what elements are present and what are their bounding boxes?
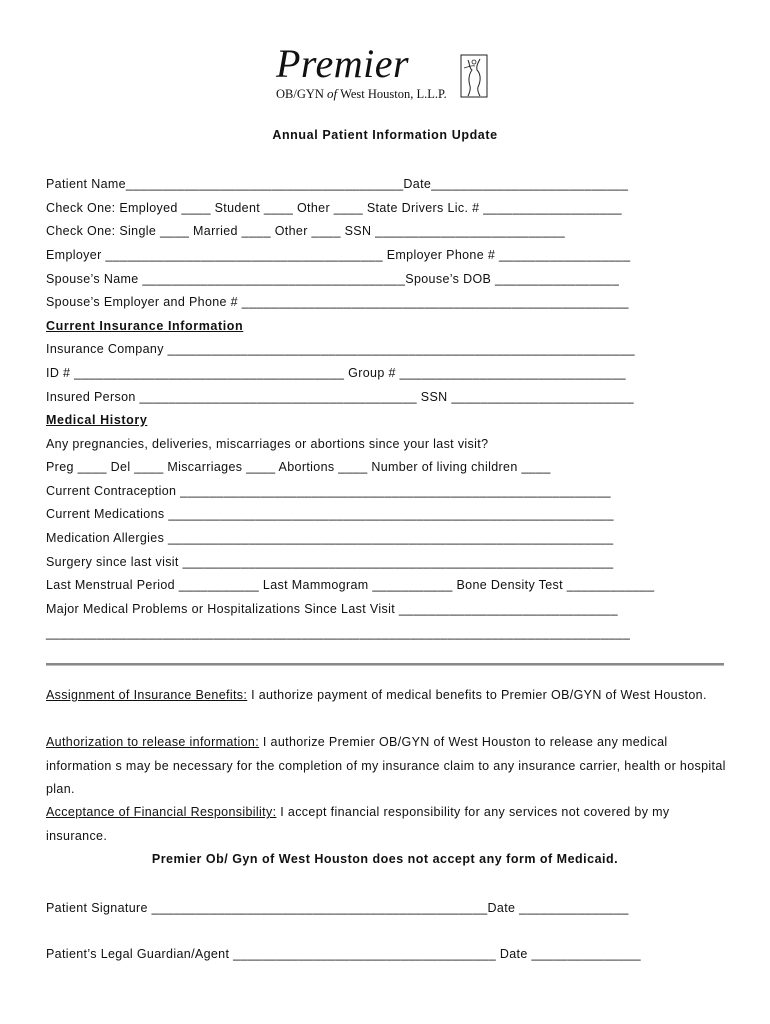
pregnancy-question: Any pregnancies, deliveries, miscarriages or abortions since your last visit?: [46, 437, 489, 451]
insurance-company-line[interactable]: Insurance Company ________________________________________________________________: [46, 342, 635, 356]
medical-history-heading: Medical History: [46, 413, 148, 427]
assignment-text: I authorize payment of medical benefits to Premier OB/GYN of West Houston.: [247, 688, 707, 702]
practice-logo: [276, 41, 496, 104]
logo-subtitle-part-a: OB/GYN: [276, 87, 328, 101]
employer-line[interactable]: Employer ______________________________________ Employer Phone # __________________: [46, 248, 631, 262]
assignment-label: Assignment of Insurance Benefits:: [46, 688, 248, 702]
figure-emblem-icon: [460, 54, 488, 98]
guardian-signature-line[interactable]: Patient’s Legal Guardian/Agent ____________________________________ Date _______________: [46, 947, 641, 961]
insurance-section-heading: Current Insurance Information: [46, 319, 244, 333]
acceptance-paragraph: [46, 801, 726, 848]
spouse-name-line[interactable]: Spouse’s Name ____________________________________Spouse’s DOB _________________: [46, 272, 620, 286]
section-divider: [46, 663, 724, 666]
insured-person-line[interactable]: Insured Person ______________________________________ SSN _________________________: [46, 390, 634, 404]
authorization-text: I authorize Premier OB/GYN of West Houston to release any medical information s may be necessary for the completion of my insurance claim to any insurance carrier, health or hospital plan.: [46, 735, 726, 796]
spouse-employer-line[interactable]: Spouse’s Employer and Phone # _____________________________________________________: [46, 295, 629, 309]
medications-line[interactable]: Current Medications _____________________________________________________________: [46, 507, 614, 521]
authorization-label: Authorization to release information:: [46, 735, 260, 749]
employment-status-line[interactable]: Check One: Employed ____ Student ____ Other ____ State Drivers Lic. # ___________________: [46, 201, 622, 215]
id-group-line[interactable]: ID # _____________________________________ Group # _______________________________: [46, 366, 626, 380]
allergies-line[interactable]: Medication Allergies _____________________________________________________________: [46, 531, 614, 545]
major-problems-line[interactable]: Major Medical Problems or Hospitalizations Since Last Visit ______________________________: [46, 602, 618, 616]
medicaid-notice: Premier Ob/ Gyn of West Houston does not accept any form of Medicaid.: [151, 852, 619, 866]
marital-status-line[interactable]: Check One: Single ____ Married ____ Other ____ SSN __________________________: [46, 224, 565, 238]
surgery-line[interactable]: Surgery since last visit ___________________________________________________________: [46, 555, 614, 569]
authorization-paragraph: [46, 731, 726, 802]
acceptance-label: Acceptance of Financial Responsibility:: [46, 805, 277, 819]
acceptance-text: I accept financial responsibility for any services not covered by my insurance.: [46, 805, 670, 843]
logo-subtitle: [276, 86, 447, 102]
patient-name-date-line[interactable]: Patient Name______________________________________Date___________________________: [46, 177, 629, 191]
patient-signature-line[interactable]: Patient Signature ______________________________________________Date _______________: [46, 901, 629, 915]
logo-wordmark: Premier: [276, 41, 410, 86]
contraception-line[interactable]: Current Contraception ___________________________________________________________: [46, 484, 611, 498]
logo-subtitle-part-b: West Houston, L.L.P.: [337, 87, 447, 101]
logo-subtitle-of: of: [327, 86, 338, 101]
continuation-line[interactable]: ________________________________________________________________________________: [46, 626, 631, 640]
pregnancy-counts-line[interactable]: Preg ____ Del ____ Miscarriages ____ Abortions ____ Number of living children ____: [46, 460, 551, 474]
screening-dates-line[interactable]: Last Menstrual Period ___________ Last Mammogram ___________ Bone Density Test ____________: [46, 578, 655, 592]
assignment-paragraph: [46, 684, 726, 708]
form-title: Annual Patient Information Update: [272, 128, 498, 142]
